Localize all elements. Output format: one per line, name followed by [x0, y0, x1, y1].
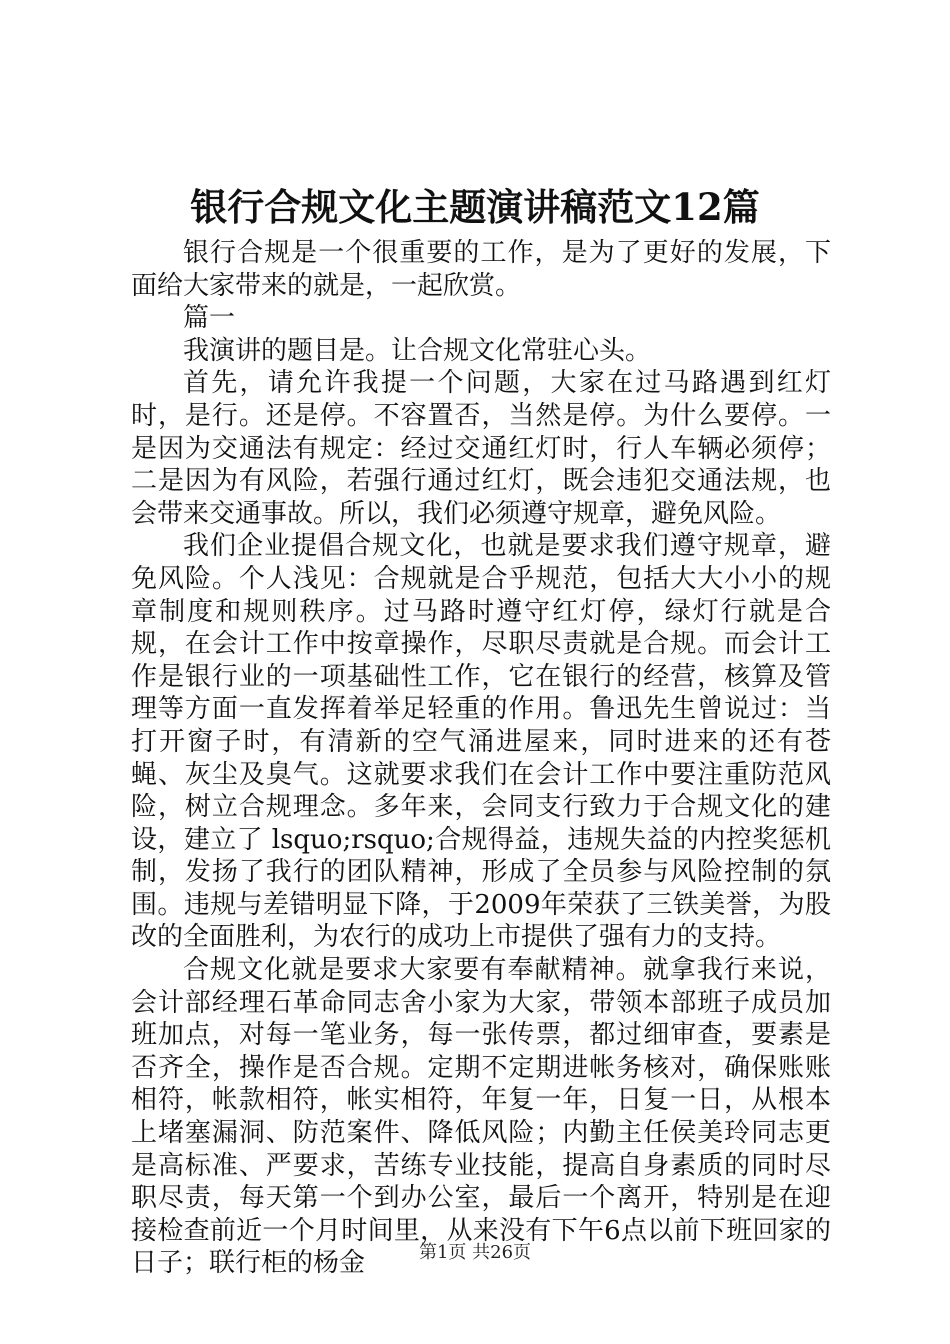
paragraph-section-heading: 篇一	[183, 303, 236, 334]
document-title: 银行合规文化主题演讲稿范文12篇	[190, 185, 760, 229]
paragraph-speech-topic: 我演讲的题目是。让合规文化常驻心头。	[183, 335, 652, 366]
paragraph-intro: 银行合规是一个很重要的工作，是为了更好的发展，下面给大家带来的就是，一起欣赏。	[131, 238, 831, 301]
paragraph-dedication: 合规文化就是要求大家要有奉献精神。就拿我行来说，会计部经理石革命同志舍小家为大家，带领本部班子成员加班加点，对每一笔业务，每一张传票，都过细审查，要素是否齐全，操作是否合规。定期不定期进帐务核对，确保账账相符，帐款相符，帐实相符，年复一年，日复一日，从根本上堵塞漏洞、防范案件、降低风险；内勤主任侯美玲同志更是高标准、严要求，苦练专业技能，提高自身素质的同时尽职尽责，每天第一个到办公室，最后一个离开，特别是在迎接检查前近一个月时间里，从来没有下午6点以前下班回家的日子；联行柜的杨金	[131, 955, 831, 1279]
document-body	[131, 237, 831, 1280]
paragraph-red-light: 首先，请允许我提一个问题，大家在过马路遇到红灯时，是行。还是停。不容置否，当然是停。为什么要停。一是因为交通法有规定：经过交通红灯时，行人车辆必须停；二是因为有风险，若强行通过红灯，既会违犯交通法规，也会带来交通事故。所以，我们必须遵守规章，避免风险。	[131, 368, 831, 529]
page-number-footer: 第1页 共26页	[418, 1242, 532, 1263]
paragraph-compliance-culture: 我们企业提倡合规文化，也就是要求我们遵守规章，避免风险。个人浅见：合规就是合乎规范，包括大大小小的规章制度和规则秩序。过马路时遵守红灯停，绿灯行就是合规，在会计工作中按章操作，尽职尽责就是合规。而会计工作是银行业的一项基础性工作，它在银行的经营，核算及管理等方面一直发挥着举足轻重的作用。鲁迅先生曾说过：当打开窗子时，有清新的空气涌进屋来，同时进来的还有苍蝇、灰尘及臭气。这就要求我们在会计工作中要注重防范风险，树立合规理念。多年来，会同支行致力于合规文化的建设，建立了 lsquo;rsquo;合规得益，违规失益的内控奖惩机制，发扬了我行的团队精神，形成了全员参与风险控制的氛围。违规与差错明显下降，于2009年荣获了三铁美誉，为股改的全面胜利，为农行的成功上市提供了强有力的支持。	[131, 531, 831, 953]
